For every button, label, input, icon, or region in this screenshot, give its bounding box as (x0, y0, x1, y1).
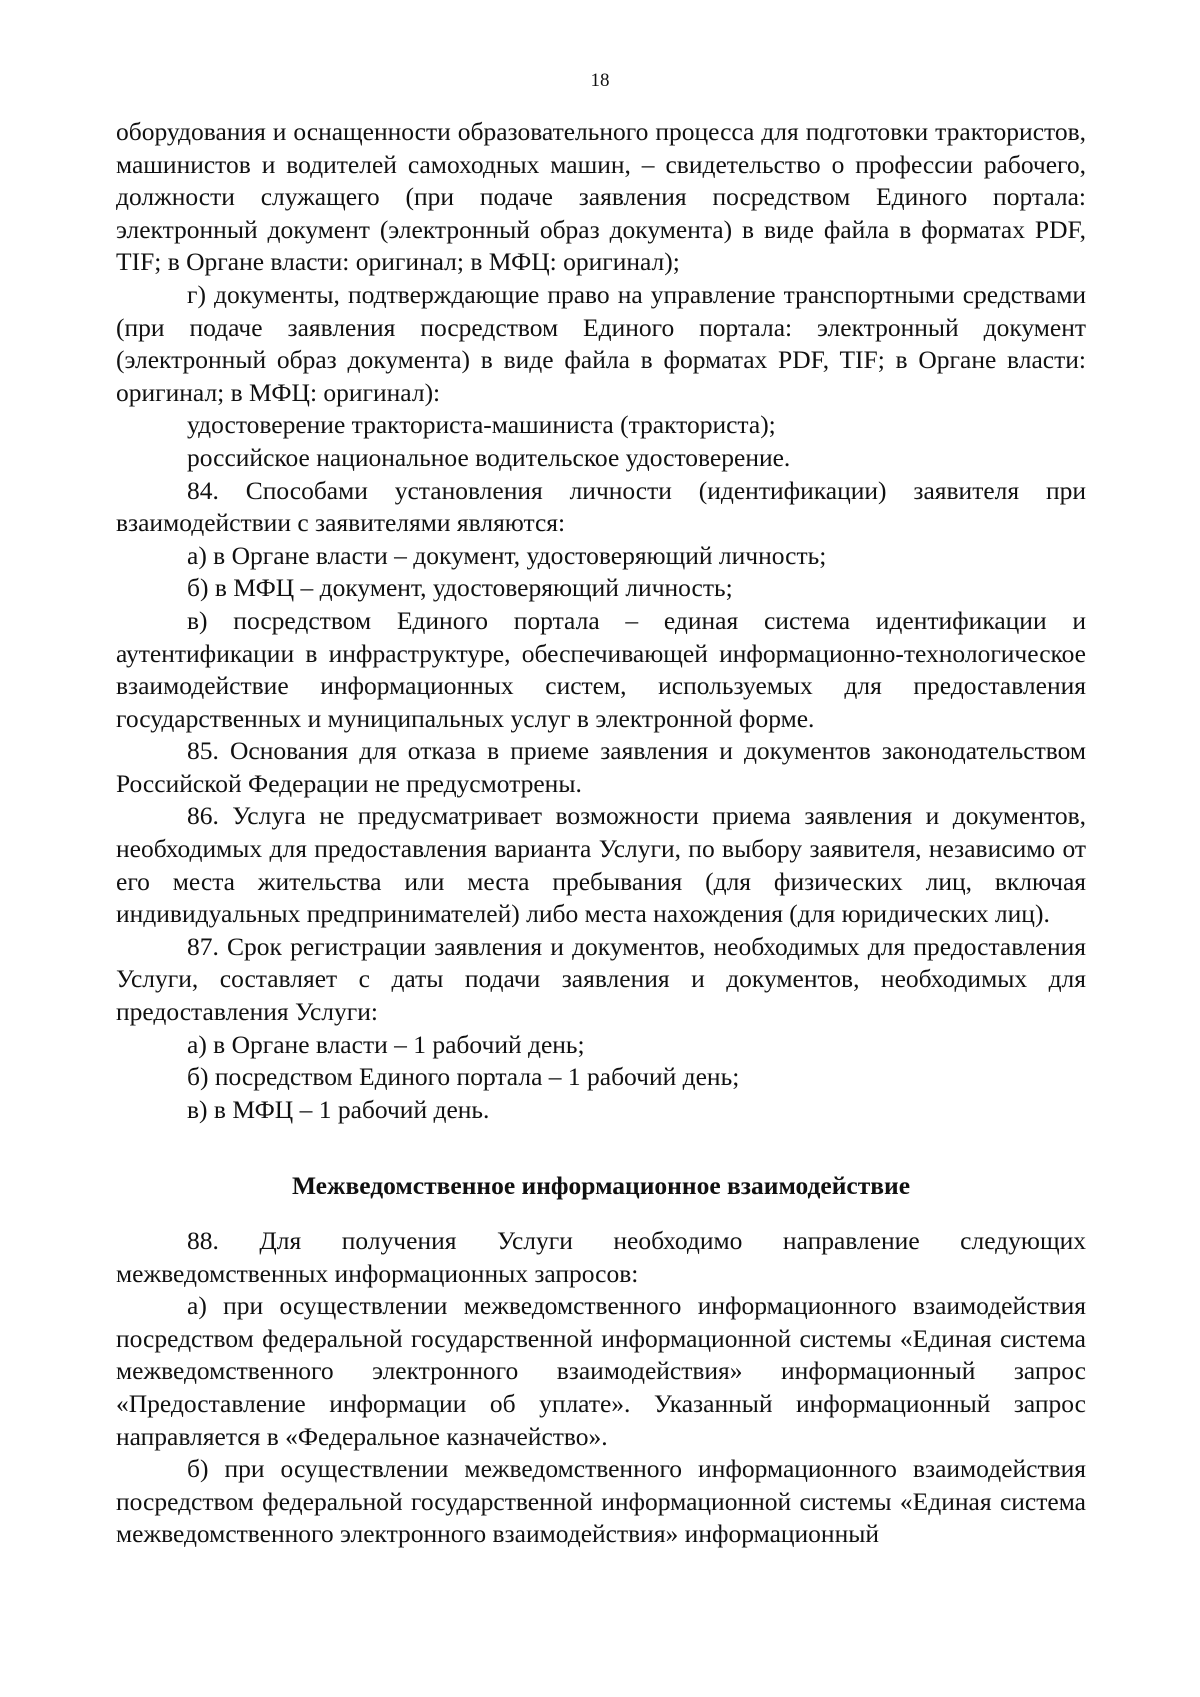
paragraph-84: 84. Способами установления личности (идентификации) заявителя при взаимодействии с заявителями являются: (116, 475, 1086, 538)
paragraph-84-v: в) посредством Единого портала – единая система идентификации и аутентификации в инфраструктуре, обеспечивающей информационно-технологическое взаимодействие информационных систем, используемых для предоставления государственных и муниципальных услуг в электронной форме. (116, 605, 1086, 733)
paragraph-driver-license: российское национальное водительское удостоверение. (187, 442, 791, 472)
paragraph-continuation: оборудования и оснащенности образовательного процесса для подготовки трактористов, машинистов и водителей самоходных машин, – свидетельство о профессии рабочего, должности служащего (при подаче заявления посредством Единого портала: электронный документ (электронный образ документа) в виде файла в форматах PDF, TIF; в Органе власти: оригинал; в МФЦ: оригинал); (116, 117, 1086, 277)
paragraph-88: 88. Для получения Услуги необходимо направление следующих межведомственных информационных запросов: (116, 1226, 1086, 1288)
page-number: 18 (590, 70, 610, 91)
paragraph-87-a: а) в Органе власти – 1 рабочий день; (187, 1029, 585, 1059)
paragraph-86: 86. Услуга не предусматривает возможности приема заявления и документов, необходимых для предоставления варианта Услуги, по выбору заявителя, независимо от его места жительства или места пребывания (для физических лиц, включая индивидуальных предпринимателей) либо места нахождения (для юридических лиц). (116, 801, 1086, 929)
paragraph-87: 87. Срок регистрации заявления и документов, необходимых для предоставления Услуги, составляет с даты подачи заявления и документов, необходимых для предоставления Услуги: (116, 931, 1086, 1027)
paragraph-87-v: в) в МФЦ – 1 рабочий день. (187, 1094, 490, 1124)
paragraph-85: 85. Основания для отказа в приеме заявления и документов законодательством Российской Федерации не предусмотрены. (116, 736, 1086, 798)
paragraph-84-b: б) в МФЦ – документ, удостоверяющий личность; (187, 573, 733, 603)
paragraph-88-b: б) при осуществлении межведомственного информационного взаимодействия посредством федеральной государственной информационной системы «Единая система межведомственного электронного взаимодействия» информационный (116, 1454, 1086, 1549)
paragraph-item-g: г) документы, подтверждающие право на управление транспортными средствами (при подаче заявления посредством Единого портала: электронный документ (электронный образ документа) в виде файла в форматах PDF, TIF; в Органе власти: оригинал; в МФЦ: оригинал): (116, 279, 1086, 407)
paragraph-84-a: а) в Органе власти – документ, удостоверяющий личность; (187, 540, 827, 570)
body-text-before-heading (116, 116, 1086, 1126)
paragraph-tractor-license: удостоверение тракториста-машиниста (тракториста); (187, 410, 776, 440)
document-body (116, 116, 1086, 1551)
section-heading: Межведомственное информационное взаимодействие (291, 1171, 911, 1201)
paragraph-87-b: б) посредством Единого портала – 1 рабочий день; (187, 1062, 740, 1092)
paragraph-88-a: а) при осуществлении межведомственного информационного взаимодействия посредством федеральной государственной информационной системы «Единая система межведомственного электронного взаимодействия» информационный запрос «Предоставление информации об уплате». Указанный информационный запрос направляется в «Федеральное казначейство». (116, 1291, 1086, 1451)
body-text-after-heading (116, 1225, 1086, 1551)
